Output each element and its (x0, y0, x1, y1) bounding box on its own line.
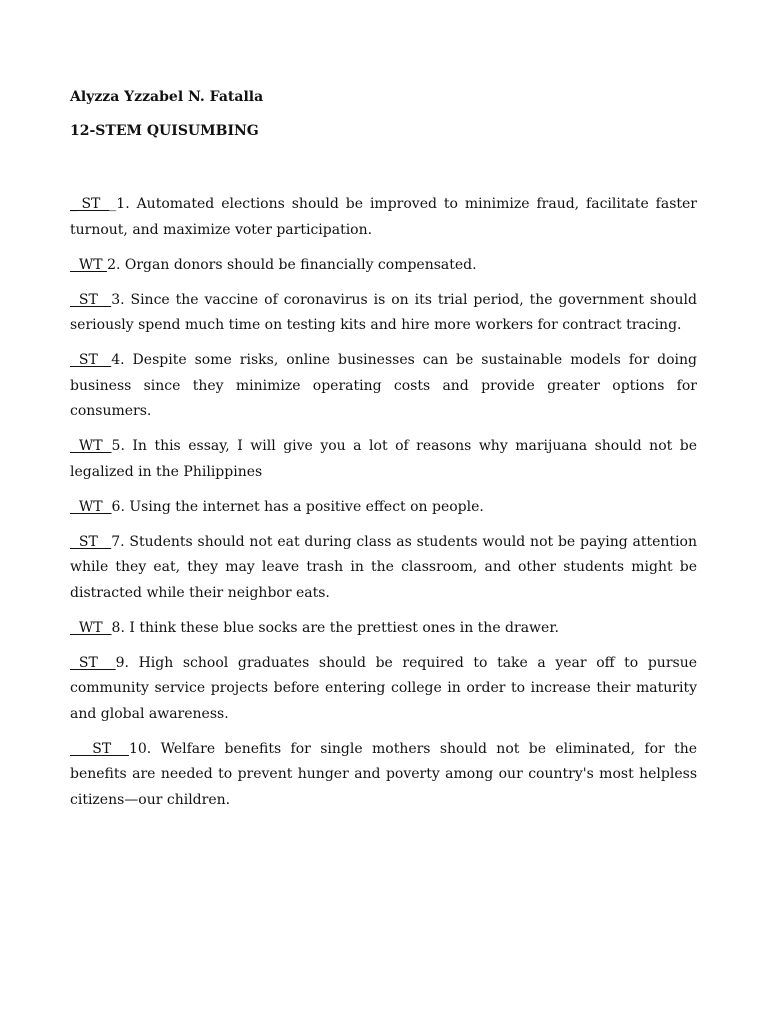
exercise-item-4 (70, 348, 697, 425)
exercise-item-2 (70, 253, 697, 279)
exercise-item-8 (70, 616, 697, 642)
item-text: 3. Since the vaccine of coronavirus is on its trial period, the government should seriously spend much time on testing kits and hire more workers for contract tracing. (70, 291, 697, 333)
answer-blank: ST (70, 654, 116, 671)
item-text: 7. Students should not eat during class as students would not be paying attention while they eat, they may leave trash in the classroom, and other students might be distracted while their neighbor eats. (70, 533, 697, 601)
exercise-item-10 (70, 737, 697, 814)
exercise-item-7 (70, 530, 697, 607)
exercise-item-5 (70, 434, 697, 485)
answer-blank: WT (70, 256, 108, 273)
item-text: 5. In this essay, I will give you a lot of reasons why marijuana should not be legalized in the Philippines (70, 438, 697, 480)
answer-blank: ST (70, 533, 112, 550)
exercise-list (70, 192, 697, 823)
answer-blank: WT (70, 438, 112, 454)
document-header (70, 87, 263, 141)
item-text: 8. I think these blue socks are the prettiest ones in the drawer. (111, 619, 559, 636)
student-section: 12-STEM QUISUMBING (70, 123, 259, 139)
exercise-item-1 (70, 192, 697, 243)
item-text: 10. Welfare benefits for single mothers should not be eliminated, for the benefits are needed to prevent hunger and poverty among our country's most helpless citizens—our children. (70, 740, 697, 808)
answer-blank: ST (70, 352, 112, 368)
answer-blank: _ ST (70, 196, 110, 212)
exercise-item-3 (70, 288, 697, 339)
answer-blank: WT (70, 498, 112, 515)
item-text: 6. Using the internet has a positive effect on people. (111, 498, 484, 515)
answer-blank: ST (70, 740, 129, 757)
student-name: Alyzza Yzzabel N. Fatalla (70, 89, 264, 105)
exercise-item-9 (70, 651, 697, 728)
answer-blank: ST (70, 291, 112, 308)
answer-blank: WT (70, 619, 112, 636)
item-text: 2. Organ donors should be financially compensated. (107, 256, 477, 273)
exercise-item-6 (70, 495, 697, 521)
item-text: 4. Despite some risks, online businesses can be sustainable models for doing business since they minimize operating costs and provide greater options for consumers. (70, 352, 697, 419)
item-text: 9. High school graduates should be required to take a year off to pursue community service projects before entering college in order to increase their maturity and global awareness. (70, 654, 697, 722)
item-text: _1. Automated elections should be improved to minimize fraud, facilitate faster turnout, and maximize voter participation. (70, 196, 697, 238)
